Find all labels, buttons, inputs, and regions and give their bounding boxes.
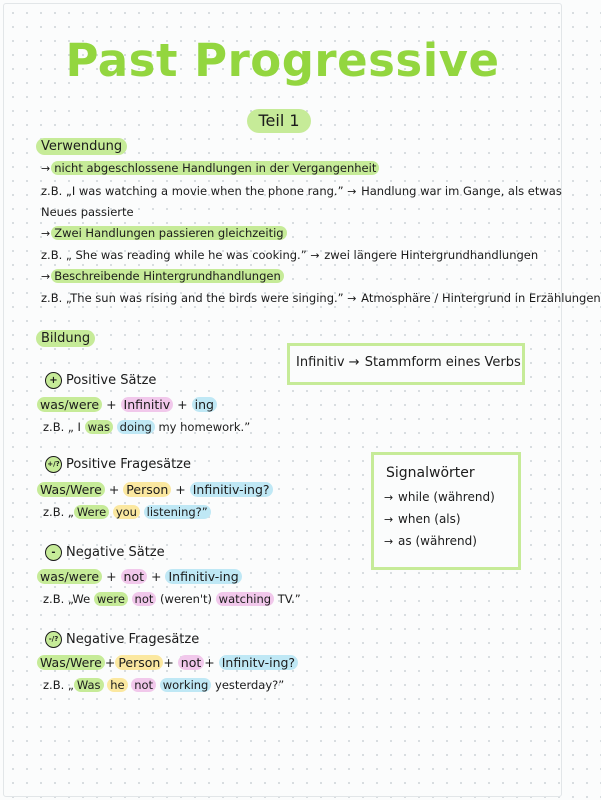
arrow-icon: → [347,185,357,198]
minus-question-icon: -/? [45,631,62,648]
example-explanation: Handlung war im Gange, als etwas [361,184,562,198]
example-were: Were [74,505,109,519]
infinitiv-term: Infinitiv [296,355,345,370]
positive-question-label: Positive Fragesätze [66,457,191,472]
example-werent: (weren't) [160,592,213,606]
example-prefix: z.B. „ [43,505,74,519]
negative-question-label: Negative Fragesätze [66,632,200,647]
signal-word [384,490,495,504]
verwendung-heading: Verwendung [36,138,127,155]
usage-point-2 [41,225,287,242]
formula-plus: + [163,655,174,670]
negative-example [43,591,301,608]
arrow-icon: → [384,535,394,548]
example-explanation: Atmosphäre / Hintergrund in Erzählungen [361,291,601,305]
usage-example-1-cont: Neues passierte [41,205,134,219]
example-sentence: z.B. „ She was reading while he was cooking.” [41,248,307,262]
formula-plus: + [104,655,116,670]
example-doing: doing [117,420,155,434]
example-you: you [113,505,140,519]
formula-plus: + [177,397,188,412]
part-badge: Teil 1 [247,109,311,133]
formula-infinitiv-ing: Infinitiv-ing [165,569,241,584]
formula-infinitiv-ing: Infinitiv-ing? [190,482,273,497]
usage-point-3 [41,268,284,285]
signal-word-text: when (als) [398,512,461,526]
positive-question-heading [45,456,191,473]
usage-example-1 [41,183,562,200]
example-watching: watching [216,592,274,606]
usage-example-2 [41,247,538,264]
formula-not: not [178,655,204,670]
example-rest: TV.” [277,592,301,606]
positive-formula [37,396,217,413]
infinitiv-meaning: Stammform eines Verbs [364,355,521,370]
formula-plus: + [175,482,186,497]
formula-infinitiv: Infinitiv [121,397,174,412]
example-he: he [107,678,127,692]
arrow-icon: → [310,249,320,262]
example-prefix: z.B. „ [43,678,74,692]
signal-word [384,534,477,548]
arrow-icon: → [384,513,394,526]
positive-example [43,419,250,436]
formula-infinitiv-ing: Infinitv-ing? [219,655,298,670]
plus-question-icon: +/? [45,456,62,473]
example-prefix: z.B. „We [43,592,91,606]
formula-plus: + [204,655,215,670]
infinitiv-box [287,343,525,385]
negative-question-formula [37,654,298,671]
formula-was-were: Was/Were [37,482,105,497]
formula-person: Person [123,482,171,497]
usage-example-3 [41,290,601,307]
formula-plus: + [106,569,117,584]
positive-question-formula [37,481,273,498]
usage-point-1 [41,160,379,177]
arrow-icon: → [348,355,360,370]
formula-not: not [121,569,147,584]
example-rest: yesterday?” [215,678,285,692]
formula-plus: + [106,397,117,412]
example-listening: listening?” [144,505,211,519]
negative-heading [45,544,165,561]
negative-label: Negative Sätze [66,545,165,560]
positive-heading [45,372,156,389]
arrow-icon: → [347,292,357,305]
signal-word-text: as (während) [398,534,477,548]
example-not: not [131,678,156,692]
negative-question-example [43,677,284,694]
signal-words-box [371,452,521,570]
infinitiv-definition [296,355,521,370]
formula-was-were: was/were [37,569,102,584]
formula-plus: + [108,482,120,497]
positive-question-example [43,504,211,521]
arrow-icon: → [41,270,51,283]
formula-plus: + [151,569,162,584]
signal-words-heading: Signalwörter [386,465,475,481]
formula-person: Person [115,655,163,670]
negative-formula [37,568,242,585]
formula-was-were: Was/Were [37,655,105,670]
arrow-icon: → [41,162,51,175]
example-prefix: z.B. „ I [43,420,81,434]
arrow-icon: → [384,491,394,504]
page-title: Past Progressive [65,34,500,87]
example-rest: my homework.” [158,420,251,434]
plus-icon: + [45,372,62,389]
formula-ing: ing [192,397,217,412]
formula-was-were: was/were [37,397,102,412]
example-sentence: z.B. „I was watching a movie when the phone rang.” [41,184,344,198]
positive-label: Positive Sätze [66,373,157,388]
bildung-heading: Bildung [36,330,95,347]
arrow-icon: → [41,227,51,240]
example-was: Was [74,678,104,692]
negative-question-heading [45,631,199,648]
example-was: was [85,420,113,434]
usage-point-text: Zwei Handlungen passieren gleichzeitig [51,226,286,240]
example-not: not [132,592,157,606]
example-explanation: zwei längere Hintergrundhandlungen [324,248,539,262]
usage-point-text: Beschreibende Hintergrundhandlungen [51,269,284,283]
example-working: working [160,678,212,692]
example-were: were [94,592,128,606]
usage-point-text: nicht abgeschlossene Handlungen in der Vergangenheit [51,161,379,175]
minus-icon: - [45,544,62,561]
signal-word-text: while (während) [398,490,495,504]
signal-word [384,512,461,526]
example-sentence: z.B. „The sun was rising and the birds were singing.” [41,291,344,305]
